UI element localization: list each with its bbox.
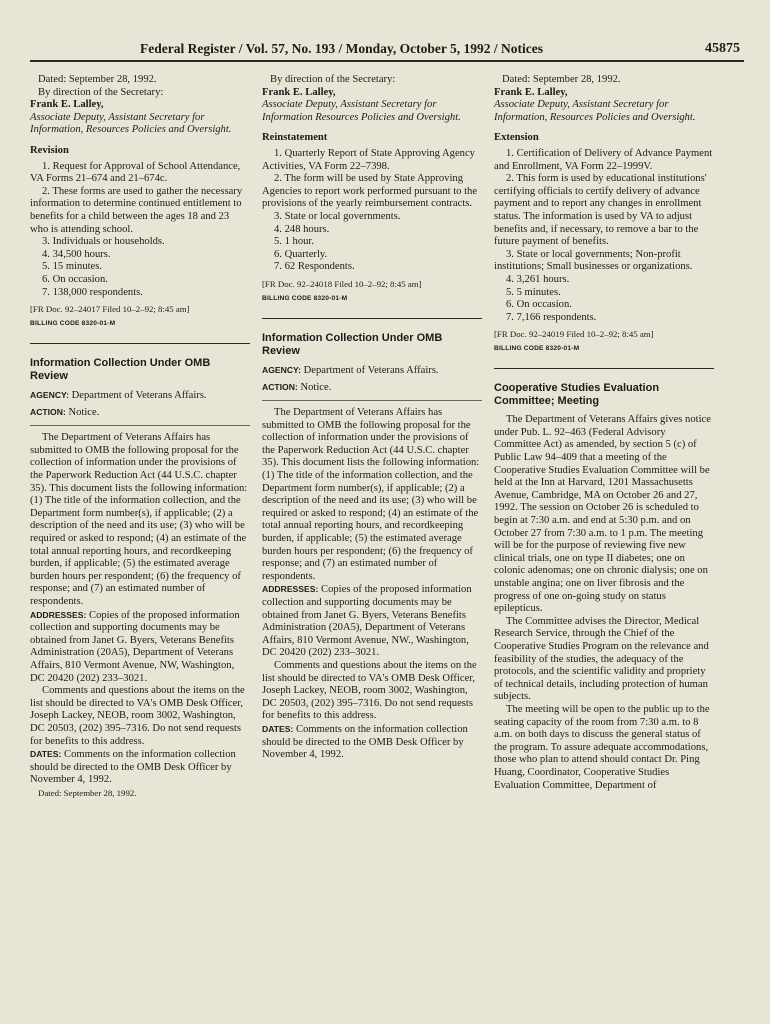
action-label: ACTION:	[262, 381, 298, 392]
addresses-line	[262, 583, 482, 660]
billing-code: BILLING CODE 8320-01-M	[494, 344, 580, 352]
addresses-text: Copies of the proposed information collection and supporting documents may be obtained from Janet G. Byers, Veterans Benefits Administration (20A5), Department of Veterans Affairs, 810 Vermont Avenue, NW, Washington, DC 20420 (202) 233–3021.	[30, 609, 240, 684]
list-item: 2. The form will be used by State Approving Agencies to report work performed pursuant to the provisions of the yearly reimbursement contracts.	[262, 173, 478, 210]
list-item: 6. On occasion.	[506, 299, 572, 311]
dates-label: DATES:	[262, 723, 294, 734]
by-direction-line: By direction of the Secretary:	[270, 74, 396, 85]
billing-code: BILLING CODE 8320-01-M	[262, 294, 348, 302]
dates-text: Comments on the information collection should be directed to the OMB Desk Officer by November 4, 1992.	[30, 749, 236, 786]
list-item: 5. 1 hour.	[274, 236, 315, 248]
signer-name: Frank E. Lalley,	[30, 99, 104, 111]
signer-name: Frank E. Lalley,	[494, 86, 568, 98]
agency-line	[262, 364, 482, 378]
agency-label: AGENCY:	[262, 364, 301, 375]
running-head: Federal Register / Vol. 57, No. 193 / Monday, October 5, 1992 / Notices	[140, 41, 543, 56]
list-item: 7. 138,000 respondents.	[42, 286, 143, 298]
list-item: 5. 5 minutes.	[506, 286, 561, 298]
list-item: 5. 15 minutes.	[42, 261, 103, 273]
list-item: 6. On occasion.	[42, 273, 108, 285]
dated-line-end: Dated: September 28, 1992.	[38, 787, 137, 798]
list-item: 6. Quarterly.	[274, 248, 328, 260]
column-1	[30, 74, 250, 800]
addresses-text: Copies of the proposed information collection and supporting documents may be obtained from Janet G. Byers, Veterans Benefits Administration (20A5), Department of Veterans Affairs, 810 Vermont Avenue, NW., Washington, DC 20420 (202) 233–3021.	[262, 584, 472, 659]
agency-text: Department of Veterans Affairs.	[71, 390, 207, 402]
column-2	[262, 74, 482, 762]
notice-title: Information Collection Under OMB Review	[30, 357, 211, 382]
section-divider	[494, 368, 714, 369]
page-header	[30, 40, 744, 62]
notice-title: Information Collection Under OMB Review	[262, 332, 443, 357]
body-paragraph: The Department of Veterans Affairs gives notice under Pub. L. 92–463 (Federal Advisory Committee Act) as amended, by section 5 (c) of Public Law 94–409 that a meeting of the Cooperative Studies Evaluation Committee will be held at the Inn at Harvard, 1201 Massachusetts Avenue, Cambridge, MA on October 26 and 27, 1992. The session on October 26 is scheduled to begin at 7:30 a.m. and end at 5:30 p.m. and on October 27 from 7:30 a.m. to 1 p.m. The meeting will be for the purpose of reviewing five new clinical trials, one on type II diabetes; one on colonic adenomas; one on chronic dialysis; one on unstable angina; one on liver fibrosis and the progress of one on-going study on status epilepticus.	[494, 414, 711, 615]
section-heading: Revision	[30, 144, 69, 156]
addresses-label: ADDRESSES:	[262, 584, 319, 595]
notice-title: Cooperative Studies Evaluation Committee; Meeting	[494, 382, 660, 407]
comments-paragraph: Comments and questions about the items on the list should be directed to VA's OMB Desk Officer, Joseph Lackey, NEOB, room 3002, Washington, DC 20503, (202) 395–7316. Do not send requests for benefits to this address.	[262, 659, 477, 722]
dates-line	[262, 723, 482, 762]
signer-title: Associate Deputy, Assistant Secretary for Information, Resources Policies and Oversight.	[494, 99, 696, 123]
list-item: 1. Request for Approval of School Attendance, VA Forms 21–674 and 21–674c.	[30, 160, 241, 185]
list-item: 3. State or local governments.	[274, 210, 401, 222]
billing-code: BILLING CODE 8320-01-M	[30, 319, 116, 327]
list-item: 1. Quarterly Report of State Approving Agency Activities, VA Form 22–7398.	[262, 147, 475, 172]
section-divider	[30, 343, 250, 344]
dates-label: DATES:	[30, 749, 62, 760]
dates-text: Comments on the information collection should be directed to the OMB Desk Officer by November 4, 1992.	[262, 723, 468, 761]
section-divider	[262, 318, 482, 319]
page-number: 45875	[705, 41, 740, 56]
action-text: Notice.	[300, 381, 332, 393]
column-3	[494, 74, 714, 792]
body-paragraph: The Department of Veterans Affairs has submitted to OMB the following proposal for the collection of information under the provisions of the Paperwork Reduction Act (44 U.S.C. chapter 35). This document lists the following information: (1) The title of the information collection, and the Department form number(s), if applicable; (2) a description of the need and its use; (3) who will be required or asked to respond; (4) an estimate of the total annual reporting hours, and recordkeeping burden, if applicable; (5) the estimated average burden hours per respondent; (6) the frequency of response; and (7) an estimated number of respondents.	[262, 407, 480, 582]
body-paragraph: The Committee advises the Director, Medical Research Service, through the Chief of the Cooperative Studies Program on the relevance and feasibility of the studies, the adequacy of the protocols, and the scientific validity and propriety of technical details, including protection of human subjects.	[494, 615, 709, 703]
signer-title: Associate Deputy, Assistant Secretary for Information, Resources Policies and Oversight.	[30, 111, 232, 136]
dated-line: Dated: September 28, 1992.	[38, 74, 157, 85]
section-heading: Extension	[494, 132, 539, 144]
fr-doc-line: [FR Doc. 92–24018 Filed 10–2–92; 8:45 am]	[262, 278, 422, 289]
thin-divider	[30, 425, 250, 426]
addresses-line	[30, 609, 250, 686]
list-item: 3. Individuals or households.	[42, 236, 165, 248]
agency-label: AGENCY:	[30, 390, 69, 401]
fr-doc-line: [FR Doc. 92–24017 Filed 10–2–92; 8:45 am]	[30, 304, 190, 315]
by-direction-line: By direction of the Secretary:	[38, 86, 164, 98]
signer-name: Frank E. Lalley,	[262, 86, 336, 98]
action-label: ACTION:	[30, 406, 66, 417]
agency-text: Department of Veterans Affairs.	[303, 364, 439, 376]
list-item: 4. 248 hours.	[274, 223, 330, 235]
comments-paragraph: Comments and questions about the items on the list should be directed to VA's OMB Desk Officer, Joseph Lackey, NEOB, room 3002, Washington, DC 20503, (202) 395–7316. Do not send requests for benefits to this address.	[30, 685, 245, 747]
action-line	[30, 406, 250, 420]
body-paragraph: The Department of Veterans Affairs has submitted to OMB the following proposal for the collection of information under the provisions of the Paperwork Reduction Act (44 U.S.C. chapter 35). This document lists the following information: (1) The title of the information collection, and the Department form number(s), if applicable; (2) a description of the need and its use; (3) who will be required or asked to respond; (4) an estimate of the total annual reporting hours, and recordkeeping burden, if applicable; (5) the estimated average burden hours per respondent; (6) the frequency of response; and (7) an estimated number of respondents.	[30, 432, 248, 607]
thin-divider	[262, 400, 482, 401]
list-item: 7. 62 Respondents.	[274, 261, 355, 273]
list-item: 4. 34,500 hours.	[42, 248, 111, 260]
section-heading: Reinstatement	[262, 132, 328, 144]
list-item: 2. These forms are used to gather the necessary information to determine continued entitlement to benefits for a child between the ages 18 and 23 who is attending school.	[30, 185, 243, 235]
signer-title: Associate Deputy, Assistant Secretary for Information Resources Policies and Oversight.	[262, 99, 461, 123]
dates-line	[30, 748, 250, 787]
fr-doc-line: [FR Doc. 92–24019 Filed 10–2–92; 8:45 am]	[494, 329, 654, 340]
dated-line: Dated: September 28, 1992.	[502, 74, 621, 85]
list-item: 2. This form is used by educational institutions' certifying officials to certify delivery of advance payment and to report any changes in enrollment status. The information is used by VA to adjust benefits and, if necessary, to remove a bar to the future payment of benefits.	[494, 173, 707, 248]
addresses-label: ADDRESSES:	[30, 609, 87, 620]
action-text: Notice.	[68, 406, 100, 418]
agency-line	[30, 389, 250, 403]
list-item: 1. Certification of Delivery of Advance Payment and Enrollment, VA Form 22–1999V.	[494, 147, 713, 172]
list-item: 3. State or local governments; Non-profit institutions; Small businesses or organizations.	[494, 248, 693, 273]
action-line	[262, 381, 482, 395]
list-item: 7. 7,166 respondents.	[506, 311, 597, 323]
list-item: 4. 3,261 hours.	[506, 273, 570, 285]
body-paragraph: The meeting will be open to the public up to the seating capacity of the room from 7:30 a.m. to 8 a.m. on both days to discuss the general status of the program. To assure adequate accommodations, those who plan to attend should contact Dr. Ping Huang, Coordinator, Cooperative Studies Evaluation Committee, Department of	[494, 703, 710, 791]
